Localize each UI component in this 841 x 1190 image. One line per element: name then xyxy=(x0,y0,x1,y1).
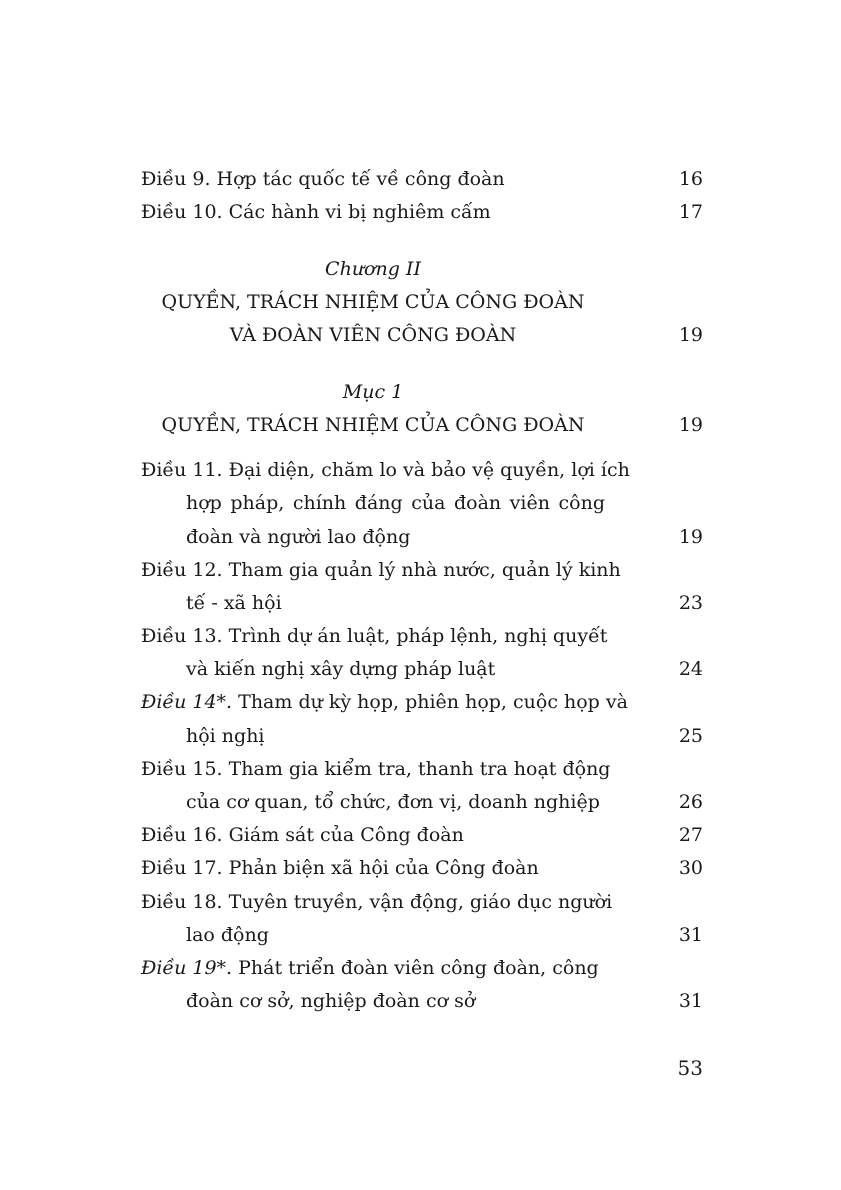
toc-page-art14: 25 xyxy=(678,725,703,747)
toc-entry-art19-line1 xyxy=(141,956,599,980)
toc-entry-art19-line2: đoàn cơ sở, nghiệp đoàn cơ sở xyxy=(186,990,476,1012)
toc-entry-art15-line2: của cơ quan, tổ chức, đơn vị, doanh nghiệp xyxy=(186,791,600,813)
toc-page-art16: 27 xyxy=(678,824,703,846)
toc-page-art10: 17 xyxy=(678,201,703,223)
toc-page-art17: 30 xyxy=(678,857,703,879)
section-page: 19 xyxy=(678,414,703,436)
toc-entry-art14-line2: hội nghị xyxy=(186,725,265,747)
toc-entry-art10: Điều 10. Các hành vi bị nghiêm cấm xyxy=(141,201,491,223)
toc-entry-art11-line3: đoàn và người lao động xyxy=(186,526,411,548)
toc-entry-art19-text: Phát triển đoàn viên công đoàn, công xyxy=(232,957,599,979)
toc-entry-art13-line2: và kiến nghị xây dựng pháp luật xyxy=(186,658,496,680)
toc-entry-art9: Điều 9. Hợp tác quốc tế về công đoàn xyxy=(141,168,505,190)
toc-entry-art19-prefix: Điều 19*. xyxy=(141,957,233,979)
toc-page-art11: 19 xyxy=(678,526,703,548)
toc-entry-art13-line1: Điều 13. Trình dự án luật, pháp lệnh, nghị quyết xyxy=(141,625,608,647)
toc-entry-art11-line1: Điều 11. Đại diện, chăm lo và bảo vệ quyền, lợi ích xyxy=(141,459,630,481)
toc-entry-art14-line1 xyxy=(141,690,628,714)
chapter-label: Chương II xyxy=(325,258,421,280)
toc-page-art19: 31 xyxy=(678,990,703,1012)
toc-page-art12: 23 xyxy=(678,592,703,614)
toc-entry-art18-line2: lao động xyxy=(186,924,269,946)
toc-entry-art12-line1: Điều 12. Tham gia quản lý nhà nước, quản lý kinh xyxy=(141,559,621,581)
toc-entry-art15-line1: Điều 15. Tham gia kiểm tra, thanh tra hoạt động xyxy=(141,758,611,780)
chapter-page: 19 xyxy=(678,324,703,346)
toc-page-art18: 31 xyxy=(678,924,703,946)
toc-entry-art18-line1: Điều 18. Tuyên truyền, vận động, giáo dục người xyxy=(141,891,613,913)
chapter-title-line1: QUYỀN, TRÁCH NHIỆM CỦA CÔNG ĐOÀN xyxy=(161,291,585,313)
toc-page-art13: 24 xyxy=(678,658,703,680)
chapter-title-line2: VÀ ĐOÀN VIÊN CÔNG ĐOÀN xyxy=(229,324,517,346)
toc-entry-art16: Điều 16. Giám sát của Công đoàn xyxy=(141,824,464,846)
page-number: 53 xyxy=(677,1056,703,1080)
toc-entry-art17: Điều 17. Phản biện xã hội của Công đoàn xyxy=(141,857,539,879)
toc-entry-art14-prefix: Điều 14*. xyxy=(141,691,233,713)
toc-entry-art12-line2: tế - xã hội xyxy=(186,592,282,614)
toc-page-art9: 16 xyxy=(678,168,703,190)
section-label: Mục 1 xyxy=(342,381,404,403)
section-title: QUYỀN, TRÁCH NHIỆM CỦA CÔNG ĐOÀN xyxy=(161,414,585,436)
toc-entry-art14-text: Tham dự kỳ họp, phiên họp, cuộc họp và xyxy=(232,691,628,713)
toc-entry-art11-line2: hợp pháp, chính đáng của đoàn viên công xyxy=(186,492,605,514)
toc-page-art15: 26 xyxy=(678,791,703,813)
